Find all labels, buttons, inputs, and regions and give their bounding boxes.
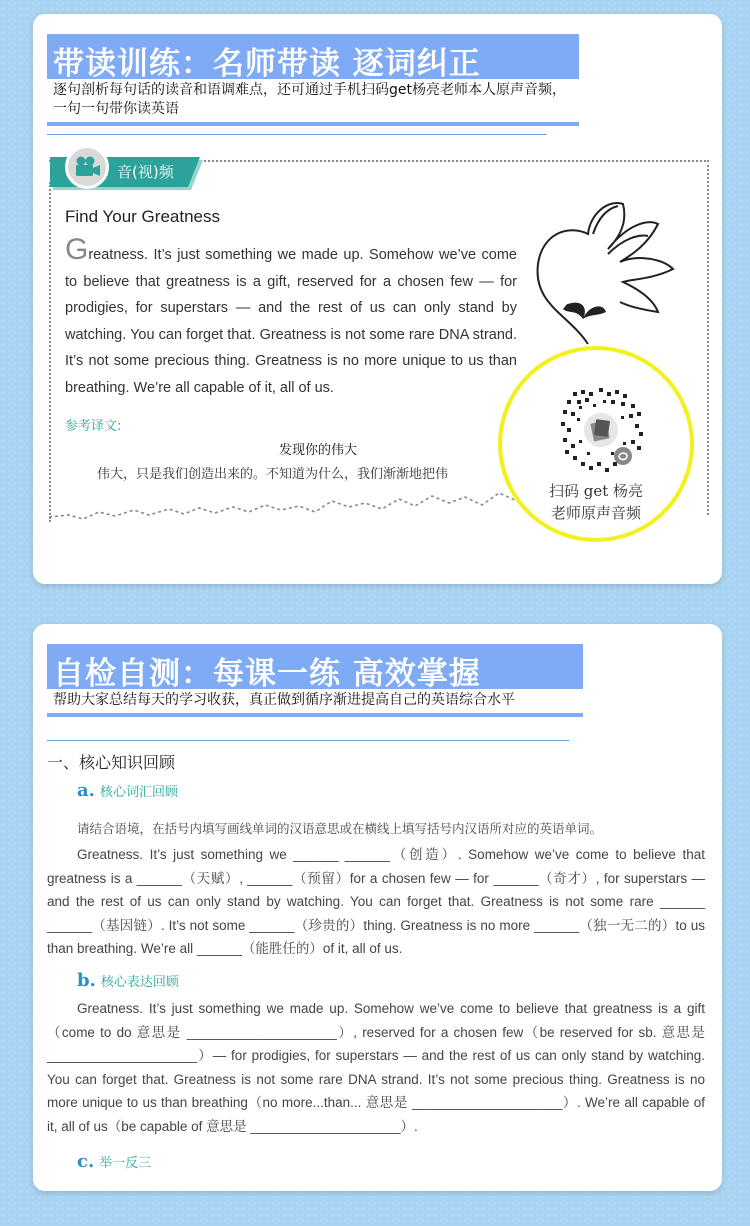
vocab-exercise[interactable]: Greatness. It’s just something we ______ ______（创造）. Somehow we’ve come to believe that greatness is a ______（天赋）, ______（预留）for a chosen few — for ______（奇才）, for superstars — and the rest of us can only stand by watching. You can forget that. Greatness is not some rare ______ ______（基因链）. It’s not some ______（珍贵的）thing. Greatness is no more ______（独一无二的）to us than breathing. We’re all ______（能胜任的）of it, all of us.	[47, 847, 705, 957]
passage-title: Find Your Greatness	[65, 207, 220, 226]
subsection-b-label: 核心表达回顾	[100, 975, 179, 990]
subsection-b-heading	[77, 970, 179, 991]
passage-body: reatness. It’s just something we made up. Somehow we’ve come to believe that greatness is a gift, reserved for a chosen few — for prodigies, for superstars — and the rest of us can only stand by watching. You can forget that. Greatness is not some rare DNA strand. It’s not some precious thing. Greatness is no more unique to us than breathing. We’re all capable of it, all of us.	[65, 247, 517, 396]
drop-cap: G	[65, 233, 89, 266]
hand-drawn-head-decoration	[528, 194, 678, 354]
self-test-card	[33, 624, 722, 1191]
video-camera-icon[interactable]	[65, 145, 109, 189]
vocab-instruction	[47, 817, 705, 841]
banner-rule	[47, 740, 569, 741]
expression-exercise[interactable]: Greatness. It’s just something we made up. Somehow we’ve come to believe that greatness is a gift（come to do 意思是 ____________________）, reserved for a chosen few（be reserved for sb. 意思是 ____________________）— for prodigies, for superstars — and the rest of us can only stand by watching. You can forget that. Greatness is not some rare DNA strand. It’s not some precious thing. Greatness is no more unique to us than breathing（no more...than... 意思是 ____________________）. We’re all capable of it, all of us（be capable of 意思是 ____________________）.	[47, 1001, 705, 1134]
passage-text	[65, 233, 517, 402]
reading-practice-card	[33, 14, 722, 584]
qr-instructions	[502, 480, 690, 524]
banner-rule	[47, 134, 547, 135]
section-title: 一、核心知识回顾	[47, 753, 176, 772]
banner-title: 自检自测：每课一练 高效掌握	[53, 656, 481, 692]
banner-subtitle: 帮助大家总结每天的学习收获，真正做到循序渐进提高自己的英语综合水平	[47, 686, 583, 713]
qr-instructions-line2: 老师原声音频	[550, 504, 641, 522]
reference-translation-label: 参考译文:	[65, 419, 122, 434]
subsection-c-letter: c.	[77, 1151, 95, 1172]
translation-title: 发现你的伟大	[278, 443, 357, 458]
qr-instructions-line1: 扫码 get 杨亮	[548, 482, 644, 500]
audio-video-label[interactable]: 音(视)频	[117, 163, 174, 181]
translation-text: 伟大，只是我们创造出来的。不知道为什么，我们渐渐地把伟	[97, 467, 449, 482]
reading-practice-banner	[47, 34, 579, 126]
subsection-c-label: 举一反三	[99, 1156, 152, 1171]
subsection-a-label: 核心词汇回顾	[99, 785, 178, 800]
subsection-a-letter: a.	[77, 780, 95, 801]
banner-subtitle: 逐句剖析每句话的读音和语调难点，还可通过手机扫码get杨亮老师本人原声音频，一句一句带你读英语	[47, 76, 579, 122]
qr-code-badge[interactable]	[498, 346, 694, 542]
subsection-b-letter: b.	[77, 970, 96, 991]
subsection-a-heading	[77, 780, 178, 801]
vocab-instruction-text: 请结合语境，在括号内填写画线单词的汉语意思或在横线上填写括号内汉语所对应的英语单词。	[77, 821, 603, 836]
banner-title: 带读训练：名师带读 逐词纠正	[53, 46, 481, 82]
qr-code-icon[interactable]	[553, 382, 649, 478]
audio-box-border-left	[49, 182, 51, 522]
subsection-c-heading	[77, 1151, 151, 1172]
self-test-banner	[47, 644, 583, 717]
torn-paper-edge	[49, 479, 539, 524]
